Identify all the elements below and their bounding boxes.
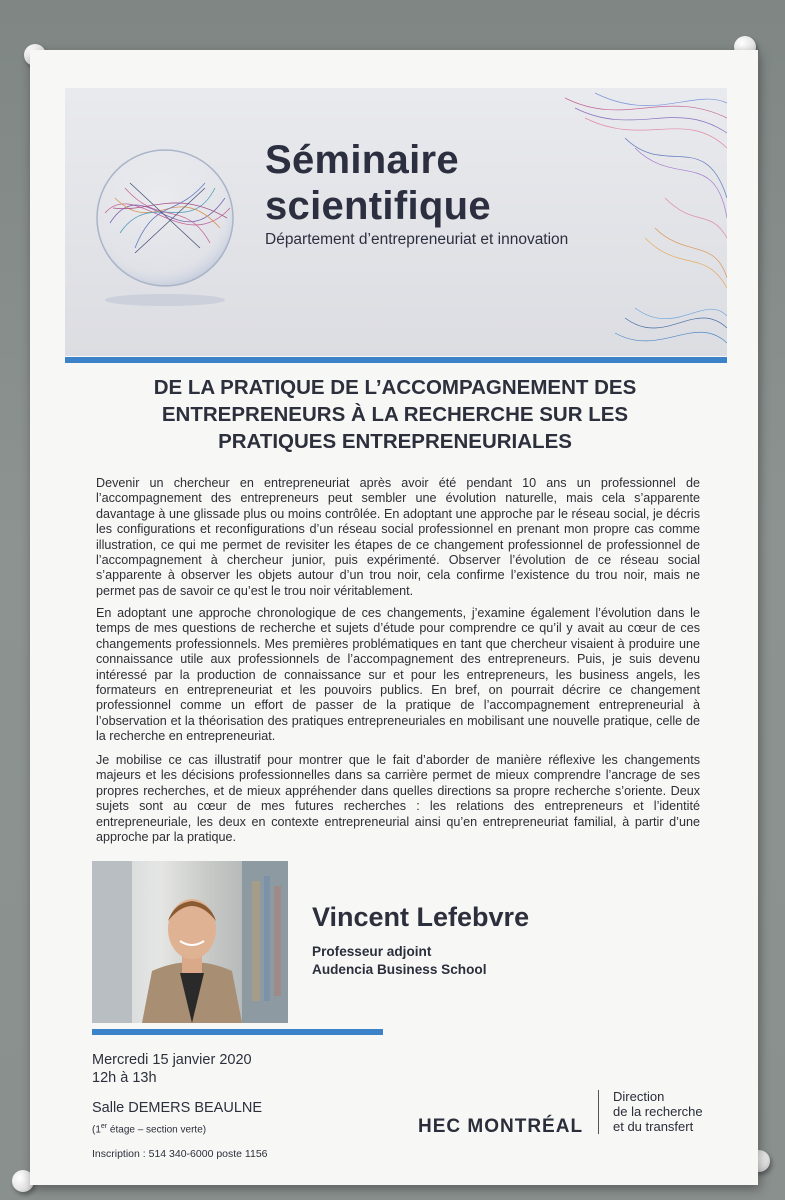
talk-title-line3: PRATIQUES ENTREPRENEURIALES [218,430,572,453]
floor-rest: étage – section verte) [107,1124,207,1136]
sphere-graphic [97,150,233,306]
divider-line [65,357,727,363]
speaker-affiliation: Audencia Business School [312,962,487,977]
event-datetime [92,1051,252,1087]
event-time: 12h à 13h [92,1070,157,1086]
talk-title-line1: DE LA PRATIQUE DE L’ACCOMPAGNEMENT DES [153,376,637,399]
poster-title-line1: Séminaire [265,138,459,182]
talk-title [90,374,700,455]
divider-line-2 [92,1029,383,1035]
wave-graphic [565,93,727,343]
registration-info: Inscription : 514 340-6000 poste 1156 [92,1148,268,1160]
floor-number: (1 [92,1124,101,1136]
speaker-details [312,943,487,979]
abstract-paragraph-3: Je mobilise ce cas illustratif pour montrer que le fait d’aborder de manière réflexive les changements majeurs et les décisions professionnelles dans sa carrière permet de mieux comprendre l’ancrage de ses propres recherches, et de mieux appréhender dans quelles directions sa propre recherche s’oriente. Deux sujets sont au cœur de mes futures recherches : les relations des entrepreneurs et l’identité entrepreneuriale, les deux en contexte entrepreneurial ainsi qu’en entrepreneuriat familial, à partir d’une approche par la pratique. [96,753,700,845]
speaker-portrait [92,861,288,1023]
direction-line2: de la recherche [613,1104,703,1119]
department-name: Département d’entrepreneuriat et innovation [265,231,569,248]
event-date: Mercredi 15 janvier 2020 [92,1052,252,1068]
poster-title-line2: scientifique [265,184,491,228]
seminar-poster [30,50,758,1185]
speaker-name: Vincent Lefebvre [312,902,530,932]
logo-separator [598,1090,599,1134]
speaker-title: Professeur adjoint [312,944,432,959]
talk-title-line2: ENTREPRENEURS À LA RECHERCHE SUR LES [161,403,629,426]
floor-suffix: er [100,1123,108,1130]
direction-line1: Direction [613,1089,665,1104]
hec-montreal-logo: HEC MONTRÉAL [418,1116,584,1137]
abstract-paragraph-1: Devenir un chercheur en entrepreneuriat après avoir été pendant 10 ans un professionnel de l’accompagnement des entrepreneurs peut sembler une évolution naturelle, mais cela s’apparente davantage à une glissade plus ou moins contrôlée. En adoptant une approche par le réseau social, je décris les configurations et reconfigurations d’un réseau social professionnel en prenant mon propre cas comme illustration, ce qui me permet de revisiter les étapes de ce changement professionnel de professionnel de l’accompagnement à chercheur junior, puis expérimenté. Observer l’évolution de ce réseau social s’apparente à observer les objets autour d’un trou noir, cela confirme l’existence du trou noir, mais ne permet pas de savoir ce qu’est le trou noir véritablement. [96,476,700,598]
direction-label [613,1089,703,1134]
direction-line3: et du transfert [613,1119,694,1134]
event-floor [92,1123,206,1135]
event-room: Salle DEMERS BEAULNE [92,1100,263,1116]
abstract-paragraph-2: En adoptant une approche chronologique de ces changements, j’examine également l’évolution dans le temps de mes questions de recherche et sujets d’étude pour comprendre ce qu’il y avait au cœur de ces changements professionnels. Mes premières problématiques en tant que chercheur visaient à produire une connaissance utile aux professionnels de l’accompagnement des entrepreneurs. Puis, je suis devenu intéressé par la production de connaissance sur et pour les entrepreneurs, les business angels, les formateurs en entrepreneuriat et les pouvoirs publics. En bref, on pourrait décrire ce changement professionnel comme un effort de passer de la pratique de l’accompagnement entrepreneurial à l’observation et la théorisation des pratiques entrepreneuriales en mobilisant une nouvelle pratique, celle de la recherche en entrepreneuriat. [96,606,700,744]
header-banner [65,88,727,356]
speaker-photo [92,861,288,1023]
